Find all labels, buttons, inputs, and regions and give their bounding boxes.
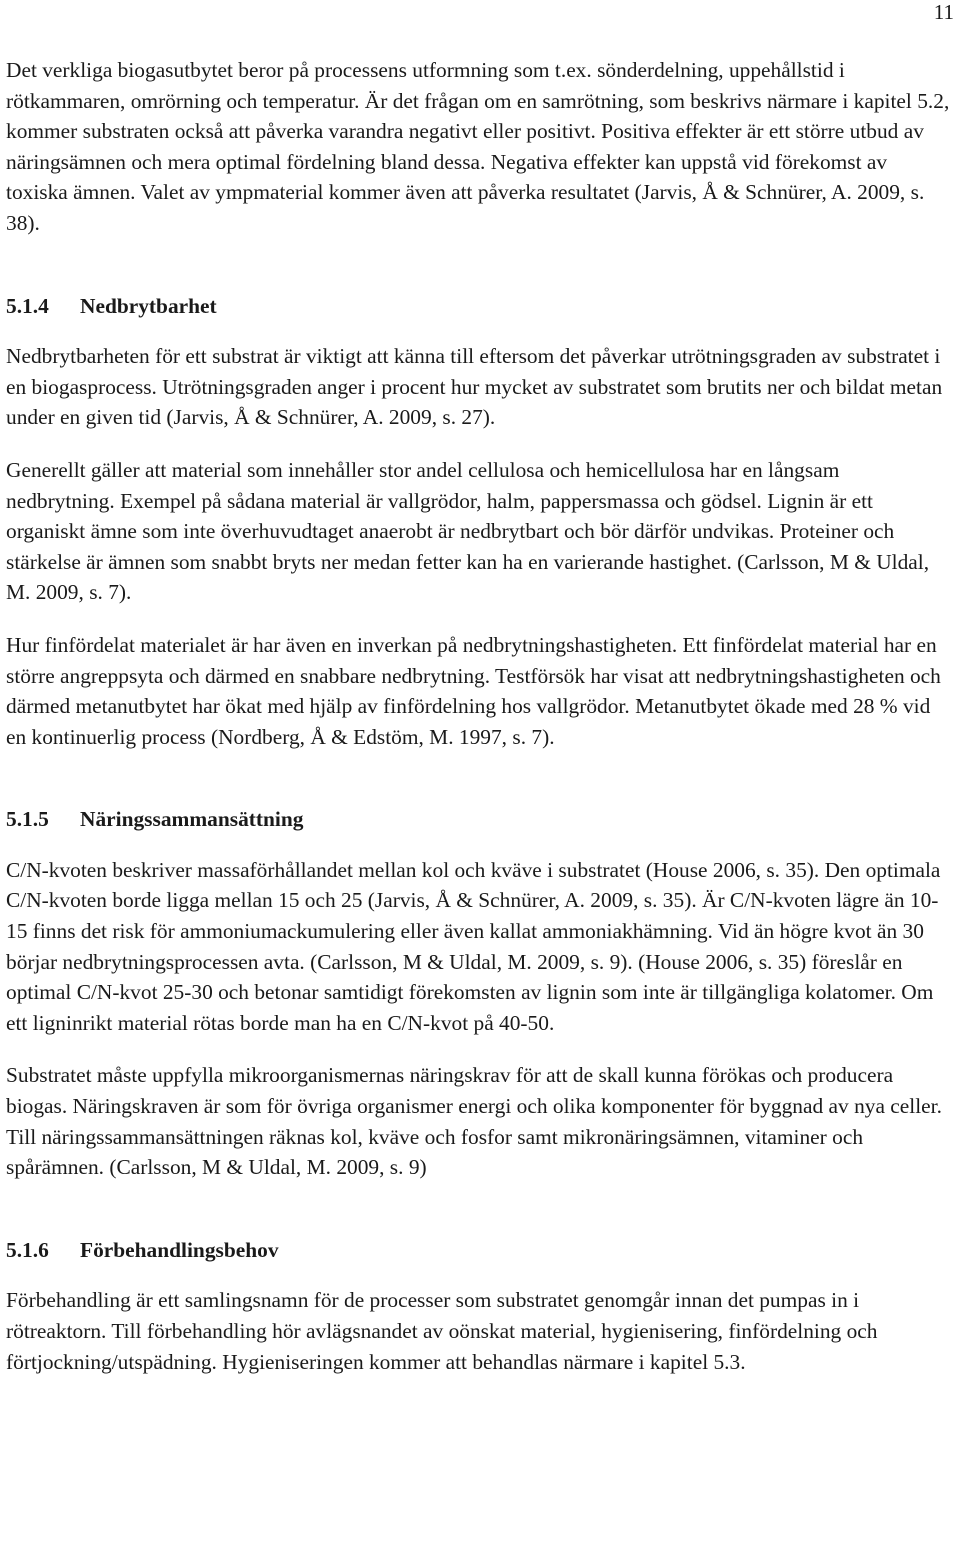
intro-paragraph: Det verkliga biogasutbytet beror på processens utformning som t.ex. sönderdelning, uppehållstid i rötkammaren, omrörning och temperatur. Är det frågan om en samrötning, som beskrivs närmare i kapitel 5.2, kommer substraten också att påverka varandra negativt eller positivt. Positiva effekter är ett större utbud av näringsämnen och mera optimal fördelning bland dessa. Negativa effekter kan uppstå vid förekomst av toxiska ämnen. Valet av ympmaterial kommer även att påverka resultatet (Jarvis, Å & Schnürer, A. 2009, s. 38). [6,58,950,235]
paragraph: Nedbrytbarheten för ett substrat är viktigt att känna till eftersom det påverkar utrötningsgraden av substratet i en biogasprocess. Utrötningsgraden anger i procent hur mycket av substratet som brutits ner och bildat metan under en given tid (Jarvis, Å & Schnürer, A. 2009, s. 27). [6,344,943,430]
section-number: 5.1.4 [6,293,49,318]
section-heading-forbehandlingsbehov [6,1235,950,1266]
section-title: Nedbrytbarhet [80,293,217,318]
paragraph: Förbehandling är ett samlingsnamn för de processer som substratet genomgår innan det pumpas in i rötreaktorn. Till förbehandling hör avlägsnandet av oönskat material, hygienisering, finfördelning och förtjockning/utspädning. Hygieniseringen kommer att behandlas närmare i kapitel 5.3. [6,1288,878,1374]
section-number: 5.1.5 [6,807,49,832]
section-title: Näringssammansättning [80,807,304,832]
document-body [6,55,950,1377]
paragraph: Substratet måste uppfylla mikroorganismernas näringskrav för att de skall kunna förökas och producera biogas. Näringskraven är som för övriga organismer energi och olika komponenter för byggnad av nya celler. Till näringssammansättningen räknas kol, kväve och fosfor samt mikronäringsämnen, vitaminer och spårämnen. (Carlsson, M & Uldal, M. 2009, s. 9) [6,1063,942,1180]
paragraph: Generellt gäller att material som innehåller stor andel cellulosa och hemicellulosa har en långsam nedbrytning. Exempel på sådana material är vallgrödor, halm, pappersmassa och gödsel. Lignin är ett organiskt ämne som inte överhuvudtaget anaerobt är nedbrytbart och bör därför undvikas. Proteiner och stärkelse är ämnen som snabbt bryts ner medan fetter kan ha en varierande hastighet. (Carlsson, M & Uldal, M. 2009, s. 7). [6,457,930,605]
paragraph: C/N-kvoten beskriver massaförhållandet mellan kol och kväve i substratet (House 2006, s. 35). Den optimala C/N-kvoten borde ligga mellan 15 och 25 (Jarvis, Å & Schnürer, A. 2009, s. 35). Är C/N-kvoten lägre än 10-15 finns det risk för ammoniumackumulering eller även kallat ammoniakhämning. Vid än högre kvot än 30 börjar nedbrytningsprocessen avta. (Carlsson, M & Uldal, M. 2009, s. 9). (House 2006, s. 35) föreslår en optimal C/N-kvot 25-30 och betonar samtidigt förekomsten av lignin som inte är tillgängliga kolatomer. Om ett ligninrikt material rötas borde man ha en C/N-kvot på 40-50. [6,857,941,1035]
section-heading-nedbrytbarhet [6,291,950,322]
paragraph: Hur finfördelat materialet är har även en inverkan på nedbrytningshastigheten. Ett finfördelat material har en större angreppsyta och därmed en snabbare nedbrytning. Testförsök har visat att nedbrytningshastigheten och därmed metanutbytet har ökat med hjälp av finfördelning hos vallgrödor. Metanutbytet ökade med 28 % vid en kontinuerlig process (Nordberg, Å & Edstöm, M. 1997, s. 7). [6,632,941,749]
page-number: 11 [933,0,954,24]
section-title: Förbehandlingsbehov [80,1237,279,1262]
section-heading-naringssammansattning [6,804,950,835]
section-number: 5.1.6 [6,1237,49,1262]
